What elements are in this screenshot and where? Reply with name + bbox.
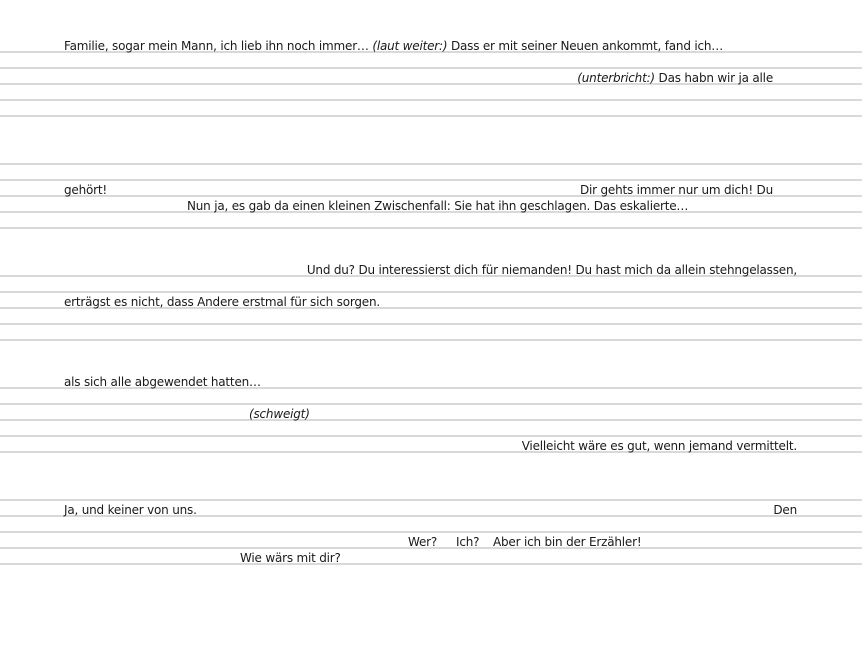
dialogue-line (64, 503, 197, 517)
dialogue-text: Ich? (456, 535, 480, 549)
ruled-line (0, 499, 862, 501)
dialogue-line (64, 183, 107, 197)
ruled-line (0, 531, 862, 533)
ruled-line (0, 227, 862, 229)
dialogue-text: Den (773, 503, 797, 517)
ruled-line (0, 99, 862, 101)
dialogue-text: Aber ich bin der Erzähler! (493, 535, 642, 549)
ruled-line (0, 435, 862, 437)
dialogue-line (493, 535, 641, 549)
dialogue-line (773, 503, 797, 517)
dialogue-line (64, 375, 261, 389)
dialogue-line (64, 295, 380, 309)
ruled-line (0, 403, 862, 405)
stage-direction: (laut weiter:) (372, 39, 448, 53)
dialogue-text: Und du? Du interessierst dich für niemanden! Du hast mich da allein stehngelassen, (306, 263, 797, 277)
dialogue-text: Das habn wir ja alle (654, 71, 773, 85)
ruled-line (0, 419, 862, 421)
dialogue-line (240, 551, 341, 565)
dialogue-text: als sich alle abgewendet hatten… (64, 375, 261, 389)
dialogue-line (456, 535, 479, 549)
dialogue-line (187, 199, 688, 213)
dialogue-text: erträgst es nicht, dass Andere erstmal für sich sorgen. (64, 295, 380, 309)
dialogue-text: Nun ja, es gab da einen kleinen Zwischenfall: Sie hat ihn geschlagen. Das eskalierte… (187, 199, 689, 213)
dialogue-text: Vielleicht wäre es gut, wenn jemand vermittelt. (521, 439, 797, 453)
dialogue-text: Wer? (408, 535, 438, 549)
dialogue-text: Wie wärs mit dir? (240, 551, 341, 565)
ruled-line (0, 179, 862, 181)
ruled-line (0, 115, 862, 117)
ruled-line (0, 67, 862, 69)
dialogue-line (522, 439, 797, 453)
dialogue-text: gehört! (64, 183, 107, 197)
ruled-line (0, 563, 862, 565)
stage-direction: (unterbricht:) (577, 71, 655, 85)
dialogue-text: Dass er mit seiner Neuen ankommt, fand ich… (447, 39, 724, 53)
dialogue-line (577, 71, 773, 85)
ruled-line (0, 163, 862, 165)
dialogue-line (408, 535, 437, 549)
dialogue-line (64, 39, 723, 53)
dialogue-line (307, 263, 797, 277)
ruled-line (0, 291, 862, 293)
dialogue-text: Ja, und keiner von uns. (64, 503, 197, 517)
dialogue-text: Familie, sogar mein Mann, ich lieb ihn noch immer… (64, 39, 373, 53)
stage-direction: (schweigt) (249, 407, 310, 421)
dialogue-line (249, 407, 310, 421)
dialogue-line (580, 183, 773, 197)
dialogue-text: Dir gehts immer nur um dich! Du (579, 183, 773, 197)
ruled-line (0, 339, 862, 341)
ruled-line (0, 323, 862, 325)
